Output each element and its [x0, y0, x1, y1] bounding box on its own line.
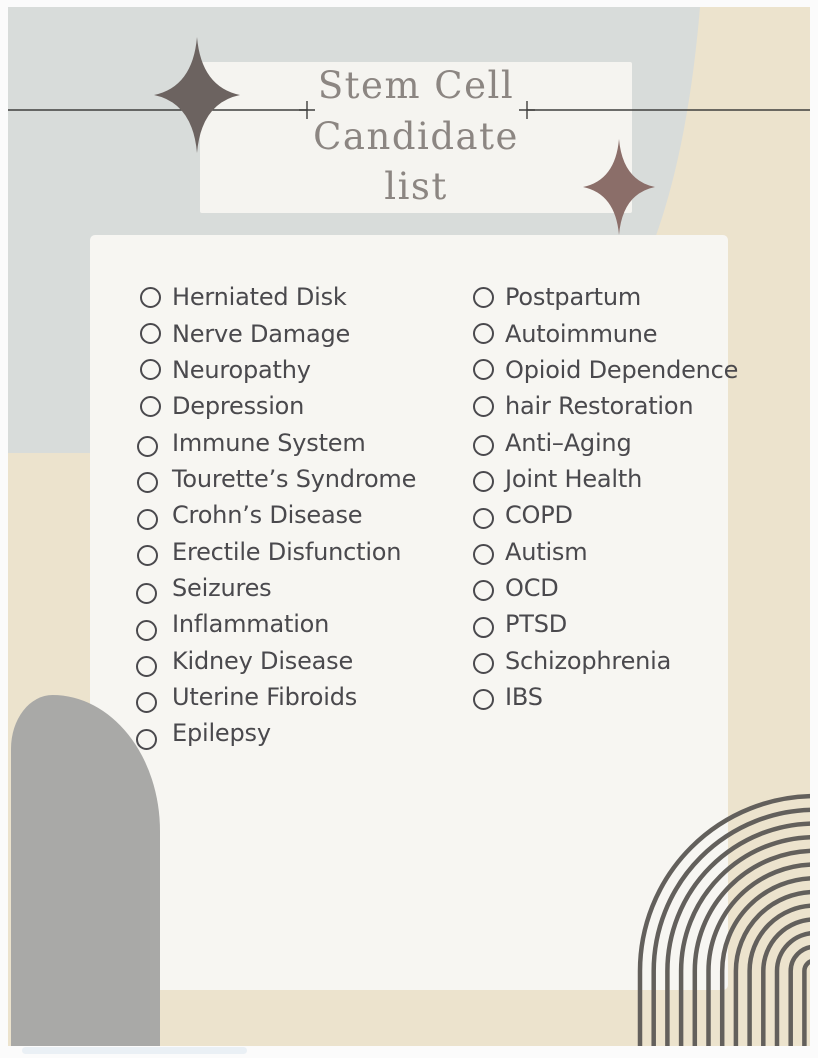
checklist-item-label: Kidney Disease: [172, 646, 354, 675]
checklist-item-label: Crohn’s Disease: [172, 501, 363, 530]
checklist-item-label: Immune System: [172, 428, 366, 457]
checklist-item-label: Schizophrenia: [505, 646, 672, 675]
page-title-line-2: Candidate: [313, 115, 519, 158]
checklist-item-label: Epilepsy: [172, 719, 271, 748]
checklist-item-label: Inflammation: [172, 610, 330, 639]
checklist-item-label: Joint Health: [505, 464, 643, 493]
checklist-item-label: IBS: [505, 682, 543, 711]
checklist-item-label: Uterine Fibroids: [172, 682, 358, 711]
page-title-line-1: Stem Cell: [317, 64, 515, 107]
checklist-item-label: COPD: [505, 501, 573, 530]
rainbow-arcs: [8, 7, 810, 1046]
page-title-line-3: list: [384, 165, 448, 208]
checklist-item-label: Autoimmune: [505, 319, 658, 348]
checklist-item-label: Postpartum: [505, 283, 642, 312]
checklist-item-label: Nerve Damage: [172, 319, 351, 348]
scan-artifact-smudge: [22, 1047, 247, 1054]
checklist-item-label: Anti–Aging: [505, 428, 632, 457]
checklist-item-label: Seizures: [172, 573, 272, 602]
checklist-item-label: Autism: [505, 537, 588, 566]
checklist-item-label: Tourette’s Syndrome: [172, 464, 417, 493]
checklist-item-label: PTSD: [505, 610, 568, 639]
checklist-item-label: Erectile Disfunction: [172, 537, 402, 566]
checklist-item-label: Opioid Dependence: [505, 355, 739, 384]
checklist-item-label: Herniated Disk: [172, 283, 347, 312]
checklist-item-label: OCD: [505, 573, 559, 602]
checklist-item-label: Depression: [172, 392, 305, 421]
checklist-item-label: Neuropathy: [172, 355, 311, 384]
checklist-item-label: hair Restoration: [505, 392, 694, 421]
